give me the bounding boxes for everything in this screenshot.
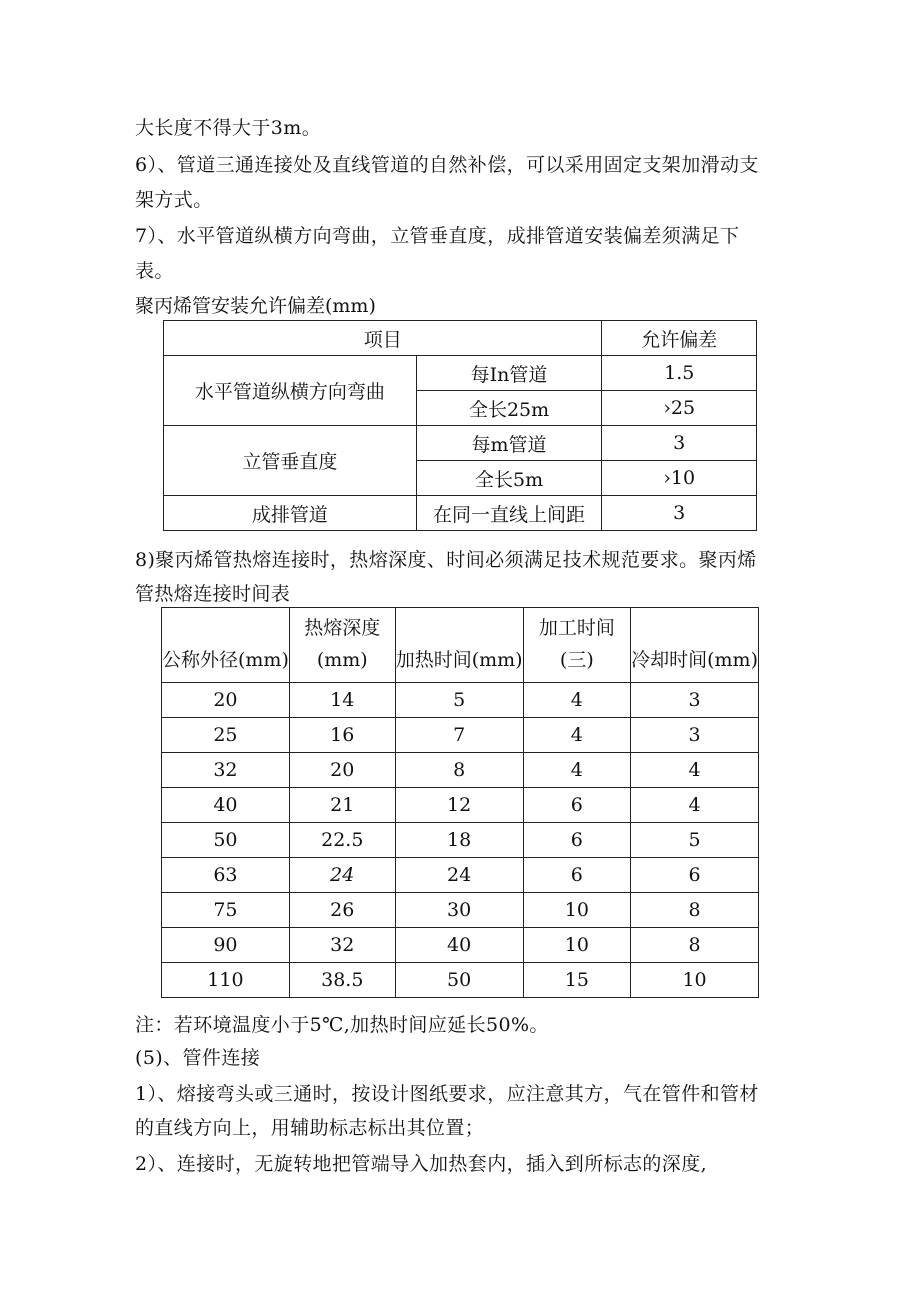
table-row [162,683,759,718]
table-cell: 8 [395,753,523,788]
table-header-row [164,321,757,356]
table-cell: 20 [162,683,290,718]
header-tolerance: 允许偏差 [602,321,757,356]
table1-caption: 聚丙烯管安装允许偏差(mm) [135,295,376,317]
row-value: 3 [602,496,757,531]
table-cell: 5 [631,823,759,858]
paragraph-line: 1）、熔接弯头或三通时，按设计图纸要求，应注意其方，气在管件和管材 [135,1083,759,1105]
paragraph-line: 2）、连接时，无旋转地把管端导入加热套内，插入到所标志的深度, [135,1153,708,1175]
table-cell: 6 [523,823,631,858]
paragraph-line: 大长度不得大于3m。 [135,117,322,139]
row-value: ›25 [602,391,757,426]
table-cell: 38.5 [289,963,395,998]
header-heating-time: 加热时间(mm) [395,608,523,683]
table-cell: 4 [631,753,759,788]
table-cell: 6 [631,858,759,893]
table-cell: 10 [631,963,759,998]
paragraph-line: 6）、管道三通连接处及直线管道的自然补偿，可以采用固定支架加滑动支 [135,154,759,176]
table-cell: 8 [631,928,759,963]
header-melt-depth-line2: (mm) [316,649,368,671]
header-processing-time [523,608,631,683]
row-value: 3 [602,426,757,461]
table-cell: 24 [395,858,523,893]
table-row [162,928,759,963]
table-cell: 16 [289,718,395,753]
table-row [164,496,757,531]
header-item: 项目 [164,321,602,356]
table-row [162,753,759,788]
table-cell: 4 [523,753,631,788]
table-row [162,718,759,753]
table-cell: 75 [162,893,290,928]
table-cell: 3 [631,683,759,718]
header-processing-time-line1: 加工时间 [538,617,615,639]
table-cell: 22.5 [289,823,395,858]
header-melt-depth-line1: 热熔深度 [304,617,381,639]
table-row [162,963,759,998]
table-cell: 32 [162,753,290,788]
table-note: 注：若环境温度小于5℃,加热时间应延长50%。 [135,1014,549,1036]
table-cell: 21 [289,788,395,823]
paragraph-line: 架方式。 [135,189,213,211]
paragraph-line: 表。 [135,260,174,282]
header-cooling-time: 冷却时间(mm) [631,608,759,683]
table-cell: 4 [523,718,631,753]
header-melt-depth [289,608,395,683]
table-cell: 90 [162,928,290,963]
row-sub: 每In管道 [416,356,602,391]
row-group: 立管垂直度 [164,426,417,496]
table-cell: 8 [631,893,759,928]
table-cell: 10 [523,928,631,963]
table-cell: 40 [395,928,523,963]
header-outer-diameter: 公称外径(mm) [162,608,290,683]
table-cell: 40 [162,788,290,823]
table-cell: 12 [395,788,523,823]
row-value: 1.5 [602,356,757,391]
table-cell: 25 [162,718,290,753]
table-cell: 3 [631,718,759,753]
hot-melt-time-table [161,607,759,998]
table-cell: 50 [395,963,523,998]
row-group: 水平管道纵横方向弯曲 [164,356,417,426]
table-cell: 6 [523,858,631,893]
table-cell: 32 [289,928,395,963]
table-cell: 110 [162,963,290,998]
header-processing-time-line2: (三) [559,649,594,671]
table-cell: 30 [395,893,523,928]
table-row [162,893,759,928]
table-cell: 14 [289,683,395,718]
table-cell: 6 [523,788,631,823]
table-cell: 5 [395,683,523,718]
table-row [164,426,757,461]
table-cell: 7 [395,718,523,753]
table-cell: 10 [523,893,631,928]
row-sub: 全长5m [416,461,602,496]
table-cell: 26 [289,893,395,928]
row-sub: 每m管道 [416,426,602,461]
row-sub: 在同一直线上间距 [416,496,602,531]
table-header-row [162,608,759,683]
paragraph-line: 的直线方向上，用辅助标志标出其位置； [135,1117,485,1139]
table-cell: 4 [631,788,759,823]
paragraph-line: 管热熔连接时间表 [135,583,291,605]
table-cell: 63 [162,858,290,893]
table-cell: 4 [523,683,631,718]
paragraph-line: 8)聚丙烯管热熔连接时，热熔深度、时间必须满足技术规范要求。聚丙烯 [135,549,757,571]
table-row [164,356,757,391]
table-cell: 50 [162,823,290,858]
table-row [162,823,759,858]
row-group: 成排管道 [164,496,417,531]
section-heading: (5)、管件连接 [135,1047,261,1069]
table-cell: 15 [523,963,631,998]
table-row [162,788,759,823]
table-cell: 24 [289,858,395,893]
installation-tolerance-table [163,320,757,531]
table-cell: 20 [289,753,395,788]
row-sub: 全长25m [416,391,602,426]
paragraph-line: 7）、水平管道纵横方向弯曲，立管垂直度，成排管道安装偏差须满足下 [135,225,740,247]
table-cell: 18 [395,823,523,858]
table-row [162,858,759,893]
row-value: ›10 [602,461,757,496]
